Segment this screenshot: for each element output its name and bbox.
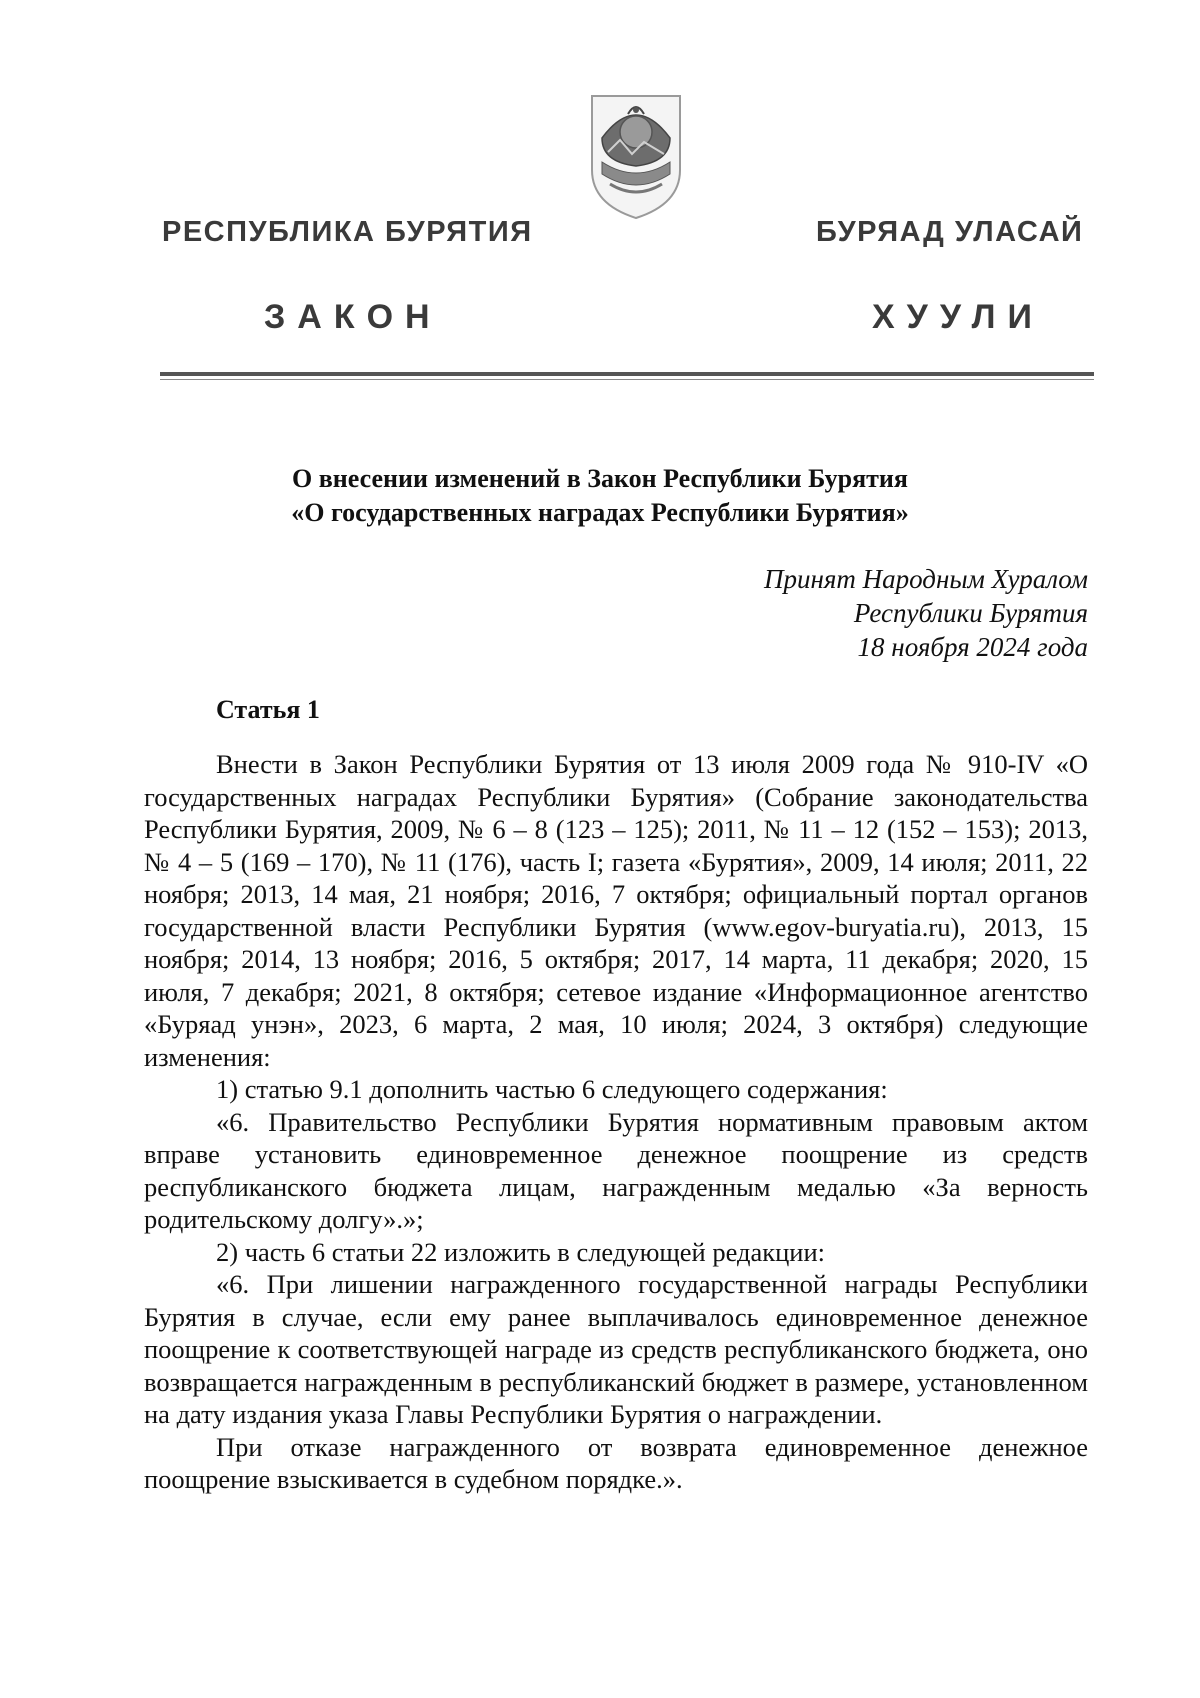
- article-paragraph: При отказе награжденного от возврата единовременное денежное поощрение взыскивается в судебном порядке.».: [144, 1431, 1088, 1494]
- article-paragraph: Внести в Закон Республики Бурятия от 13 июля 2009 года № 910-IV «О государственных наградах Республики Бурятия» (Собрание законодательства Республики Бурятия, 2009, № 6 – 8 (123 – 125); 2011, № 11 – 12 (152 – 153); 2013, № 4 – 5 (169 – 170), № 11 (176), часть I; газета «Бурятия», 2009, 14 июля; 2011, 22 ноября; 2013, 14 мая, 21 ноября; 2016, 7 октября; официальный портал органов государственной власти Республики Бурятия (www.egov-buryatia.ru), 2013, 15 ноября; 2014, 13 ноября; 2016, 5 октября; 2017, 14 марта, 11 декабря; 2020, 15 июля, 7 декабря; 2021, 8 октября; сетевое издание «Информационное агентство «Буряад унэн», 2023, 6 марта, 2 мая, 10 июля; 2024, 3 октября) следующие изменения:: [144, 749, 1088, 1072]
- adoption-note: [764, 562, 1088, 664]
- adoption-note-line-1: Принят Народным Хуралом: [763, 564, 1088, 594]
- republic-name-buryat: БУРЯАД УЛАСАЙ: [816, 216, 1084, 248]
- law-title: [0, 462, 1200, 530]
- header-divider-thin: [160, 379, 1094, 380]
- article-paragraph: «6. При лишении награжденного государственной награды Республики Бурятия в случае, если ему ранее выплачивалось единовременное денежное поощрение к соответствующей награде из средств республиканского бюджета, оно возвращается награжденным в республиканский бюджет в размере, установленном на дату издания указа Главы Республики Бурятия о награждении.: [144, 1269, 1088, 1429]
- law-label-buryat: ХУУЛИ: [872, 298, 1044, 336]
- article-paragraph: 2) часть 6 статьи 22 изложить в следующей редакции:: [216, 1236, 826, 1267]
- adoption-date: 18 ноября 2024 года: [857, 632, 1088, 662]
- article-paragraph: «6. Правительство Республики Бурятия нормативным правовым актом вправе установить единовременное денежное поощрение из средств республиканского бюджета лицам, награжденным медалью «За верность родительскому долгу».»;: [144, 1106, 1088, 1234]
- adoption-note-line-2: Республики Бурятия: [853, 598, 1088, 628]
- article-heading: Статья 1: [216, 695, 320, 724]
- law-title-line-2: «О государственных наградах Республики Бурятия»: [291, 498, 909, 527]
- coat-of-arms-emblem: [588, 92, 684, 222]
- article-paragraph: 1) статью 9.1 дополнить частью 6 следующего содержания:: [216, 1074, 888, 1104]
- republic-name-russian: РЕСПУБЛИКА БУРЯТИЯ: [162, 216, 533, 248]
- law-label-russian: ЗАКОН: [264, 298, 442, 336]
- law-title-line-1: О внесении изменений в Закон Республики Бурятия: [292, 464, 908, 493]
- header-divider: [160, 372, 1094, 376]
- article-body: [144, 748, 1088, 1496]
